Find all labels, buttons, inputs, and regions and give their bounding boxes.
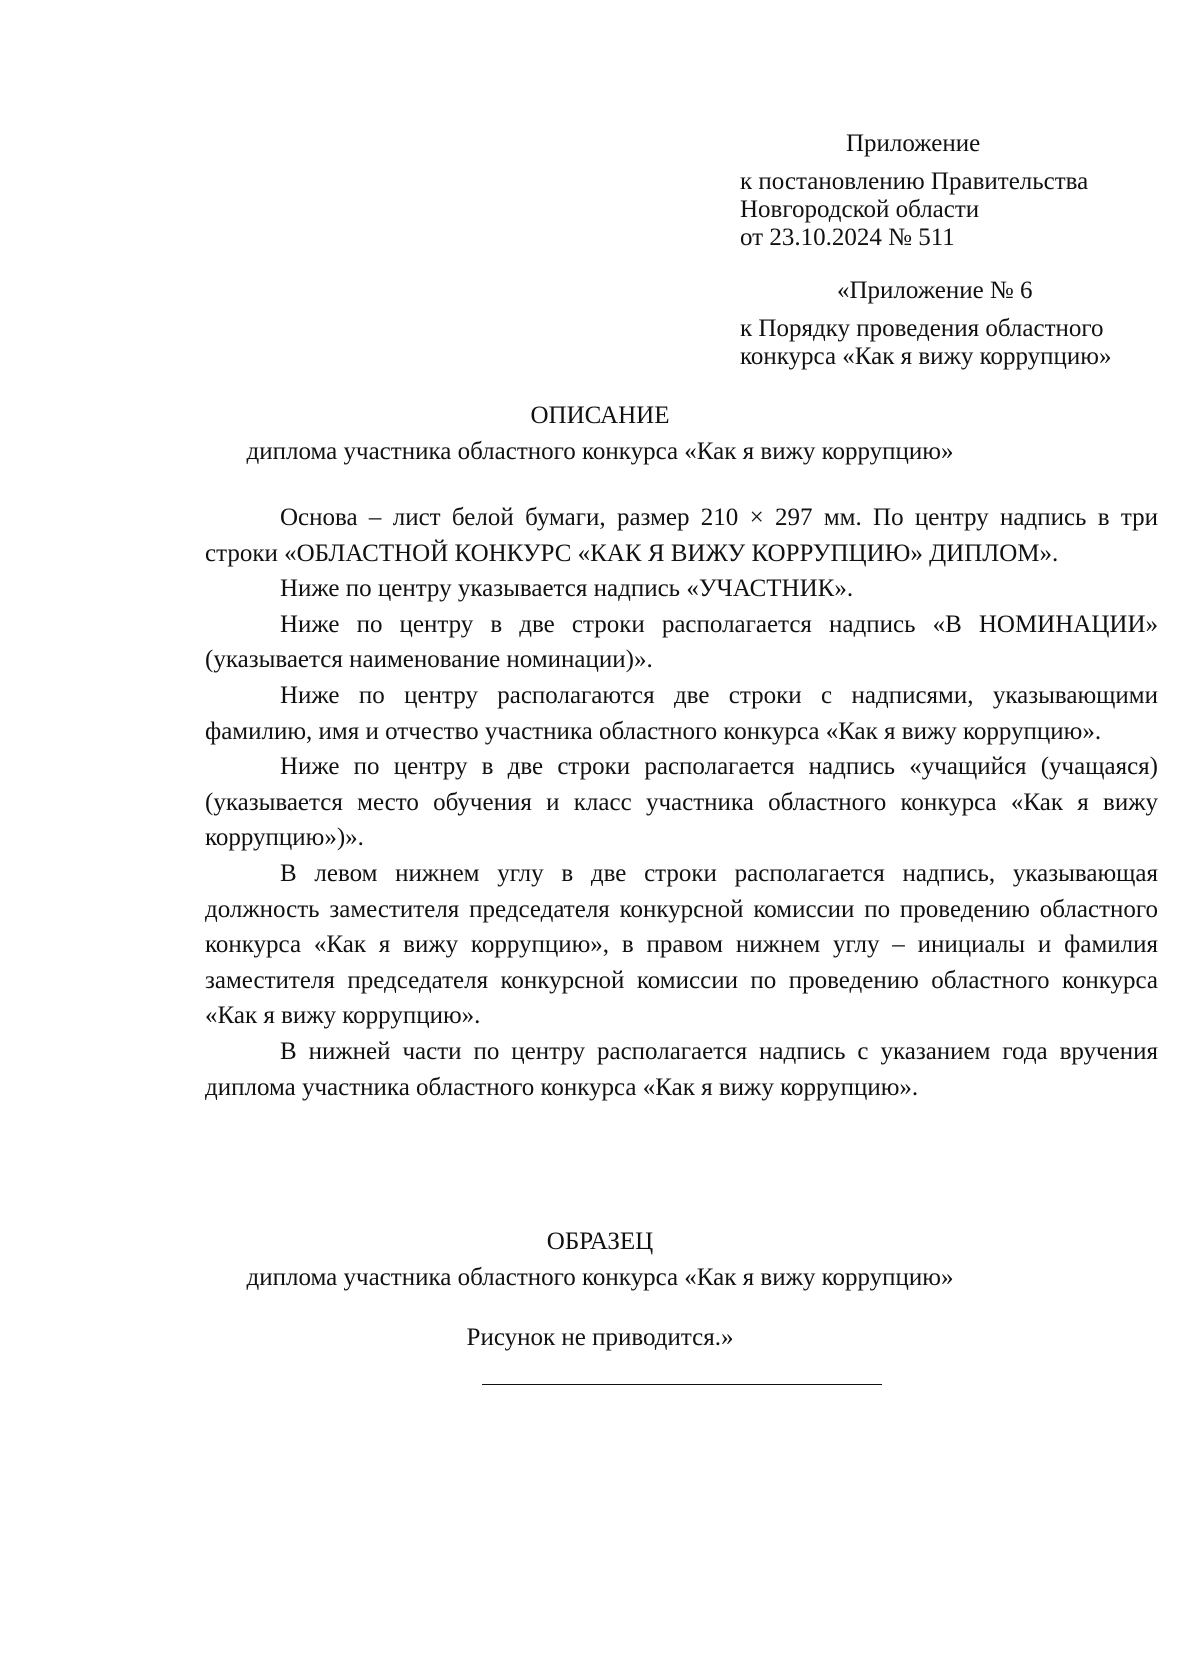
sub-appendix-line: к Порядку проведения областного	[740, 315, 1104, 342]
description-paragraph: Ниже по центру в две строки располагается надпись «учащийся (учащаяся) (указывается место обучения и класс участника областного конкурса «Как я вижу коррупцию»)».	[205, 753, 1158, 852]
description-heading: ОПИСАНИЕ	[530, 402, 670, 429]
description-body	[205, 500, 1158, 1105]
description-paragraph: В левом нижнем углу в две строки располагается надпись, указывающая должность заместителя председателя конкурсной комиссии по проведению областного конкурса «Как я вижу коррупцию», в правом нижнем углу – инициалы и фамилия заместителя председателя конкурсной комиссии по проведению областного конкурса «Как я вижу коррупцию».	[205, 859, 1158, 1030]
sample-heading: ОБРАЗЕЦ	[546, 1228, 654, 1255]
description-paragraph: Ниже по центру располагаются две строки с надписями, указывающими фамилию, имя и отчество участника областного конкурса «Как я вижу коррупцию».	[205, 681, 1158, 745]
appendix-title: Приложение	[846, 130, 981, 157]
sub-appendix-title: «Приложение № 6	[837, 277, 1033, 304]
figure-note: Рисунок не приводится.»	[466, 1324, 734, 1351]
description-paragraph: Основа – лист белой бумаги, размер 210 × 297 мм. По центру надпись в три строки «ОБЛАСТНОЙ КОНКУРС «КАК Я ВИЖУ КОРРУПЦИЮ» ДИПЛОМ».	[205, 504, 1158, 567]
end-rule	[482, 1384, 882, 1385]
sample-subheading: диплома участника областного конкурса «Как я вижу коррупцию»	[246, 1264, 954, 1291]
appendix-line: от 23.10.2024 № 511	[740, 224, 955, 251]
description-subheading: диплома участника областного конкурса «Как я вижу коррупцию»	[246, 438, 954, 465]
appendix-line: Новгородской области	[740, 196, 980, 223]
appendix-line: к постановлению Правительства	[740, 168, 1089, 195]
sub-appendix-line: конкурса «Как я вижу коррупцию»	[740, 343, 1112, 370]
description-paragraph: В нижней части по центру располагается надпись с указанием года вручения диплома участника областного конкурса «Как я вижу коррупцию».	[205, 1037, 1158, 1101]
appendix-header	[740, 130, 1160, 252]
description-paragraph: Ниже по центру в две строки располагается надпись «В НОМИНАЦИИ» (указывается наименование номинации)».	[205, 610, 1158, 674]
description-paragraph: Ниже по центру указывается надпись «УЧАСТНИК».	[280, 575, 854, 603]
sub-appendix-header	[740, 277, 1160, 371]
